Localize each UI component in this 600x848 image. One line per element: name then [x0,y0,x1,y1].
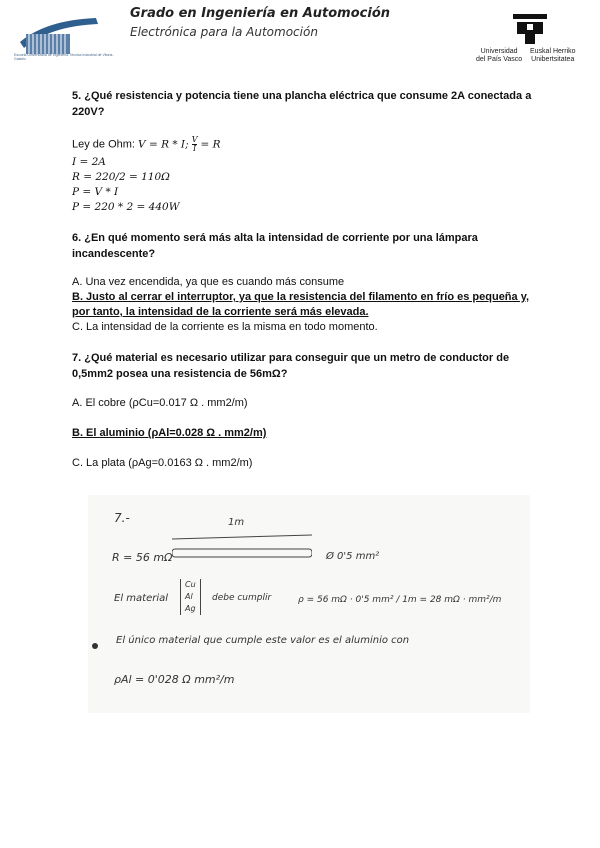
question-6: 6. ¿En qué momento será más alta la intensidad de corriente por una lámpara incandescente? [72,232,478,260]
q7-option-b-correct: B. El aluminio (ρAl=0.028 Ω . mm2/m) [72,427,267,439]
conductor-drawing-icon [172,531,312,561]
q5-line-2: R = 220/2 = 110Ω [72,171,170,183]
material-list: Cu Al Ag [180,579,201,615]
question-5: 5. ¿Qué resistencia y potencia tiene una plancha eléctrica que consume 2A conectada a 220V? [72,90,532,118]
q7-option-a: A. El cobre (ρCu=0.017 Ω . mm2/m) [72,397,248,409]
q5-line-3: P = V * I [72,186,119,198]
ehu-logo-icon [505,12,555,48]
logo-caption: Escuela Universitaria de Ingeniería Técnica Industrial de Vitoria-Gasteiz [14,53,114,62]
q6-option-c: C. La intensidad de la corriente es la misma en todo momento. [72,321,378,333]
ohm-law-line: Ley de Ohm: V = R * I; $\frac{V}{I}$ = R [72,135,221,153]
q7-option-c: C. La plata (ρAg=0.0163 Ω . mm2/m) [72,457,253,469]
ehu-name-es: Universidad del País Vasco [476,48,523,63]
university-logo-icon [16,12,106,72]
q5-line-1: I = 2A [72,156,106,168]
handwritten-solution: 7.- 1m R = 56 mΩ Ø 0'5 mm² El material Cu Al Ag debe cumplir ρ = 56 mΩ · 0'5 mm² / 1m = 28 mΩ · mm²/m El único material que cumple este valor es el aluminio con ρAl = 0'028 Ω mm²/m [88,495,530,713]
q6-option-a: A. Una vez encendida, ya que es cuando más consume [72,276,345,288]
q6-option-b-correct: B. Justo al cerrar el interruptor, ya que la resistencia del filamento en frío es pequeña y, por tanto, la intensidad de la corriente será más elevada. [72,291,530,318]
question-7: 7. ¿Qué material es necesario utilizar para conseguir que un metro de conductor de 0,5mm2 posea una resistencia de 56mΩ? [72,352,510,380]
course-title: Grado en Ingeniería en Automoción [130,6,391,21]
course-subtitle: Electrónica para la Automoción [130,25,318,39]
bullet-icon [92,643,98,649]
q5-line-4: P = 220 * 2 = 440W [72,201,180,213]
ehu-name-eu: Euskal Herriko Unibertsitatea [530,48,576,63]
